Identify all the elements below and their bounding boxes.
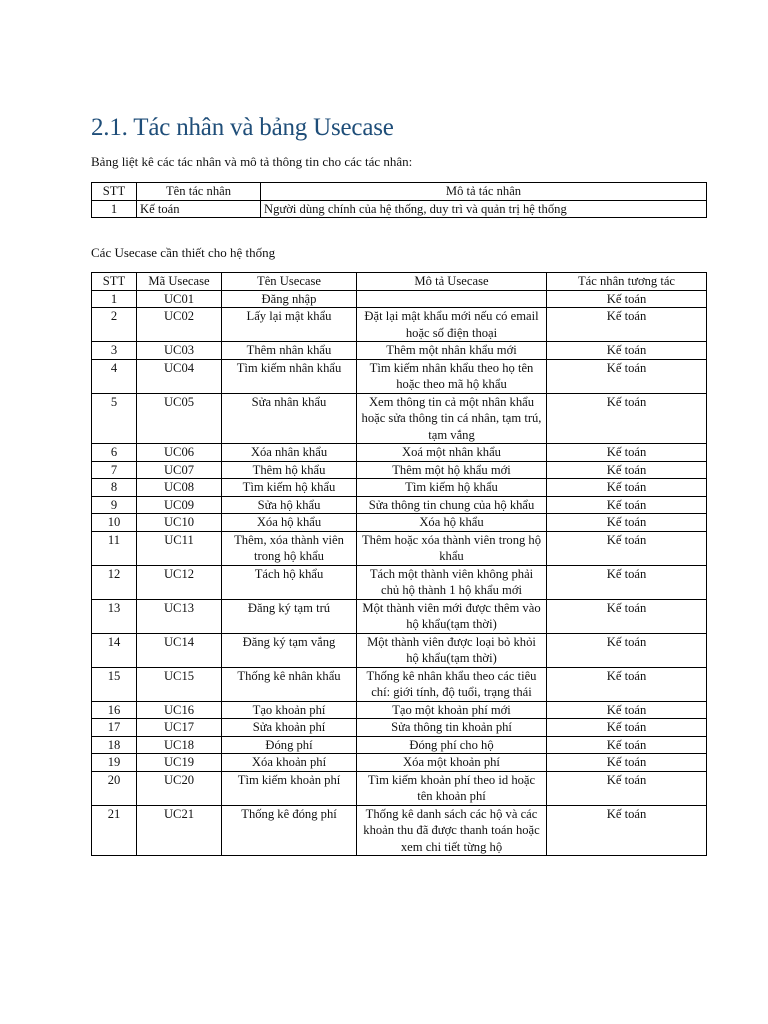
- usecase-code: UC07: [137, 461, 222, 479]
- usecase-code: UC15: [137, 667, 222, 701]
- usecase-stt: 21: [92, 805, 137, 856]
- usecase-stt: 5: [92, 393, 137, 444]
- actors-intro: Bảng liệt kê các tác nhân và mô tả thông tin cho các tác nhân:: [91, 154, 413, 169]
- usecase-stt: 19: [92, 754, 137, 772]
- table-row: [92, 701, 707, 719]
- usecase-desc: Thêm một nhân khẩu mới: [357, 342, 547, 360]
- usecase-stt: 11: [92, 531, 137, 565]
- usecase-code: UC21: [137, 805, 222, 856]
- usecase-desc: Xoá một nhân khẩu: [357, 444, 547, 462]
- usecase-name: Sửa khoản phí: [222, 719, 357, 737]
- usecase-desc: Thêm hoặc xóa thành viên trong hộ khẩu: [357, 531, 547, 565]
- table-row: [92, 736, 707, 754]
- usecase-code: UC02: [137, 308, 222, 342]
- table-row: [92, 342, 707, 360]
- usecase-stt: 6: [92, 444, 137, 462]
- actor-stt: 1: [92, 200, 137, 218]
- usecase-name: Tách hộ khẩu: [222, 565, 357, 599]
- usecase-actor: Kế toán: [547, 754, 707, 772]
- usecase-stt: 16: [92, 701, 137, 719]
- usecase-name: Tìm kiếm hộ khẩu: [222, 479, 357, 497]
- usecase-actor: Kế toán: [547, 342, 707, 360]
- usecase-code: UC16: [137, 701, 222, 719]
- usecase-desc: Đặt lại mật khẩu mới nếu có email hoặc số điện thoại: [357, 308, 547, 342]
- col-header-stt: STT: [92, 273, 137, 291]
- usecase-desc: Tách một thành viên không phải chủ hộ thành 1 hộ khẩu mới: [357, 565, 547, 599]
- usecase-actor: Kế toán: [547, 461, 707, 479]
- usecase-stt: 7: [92, 461, 137, 479]
- usecase-name: Sửa nhân khẩu: [222, 393, 357, 444]
- usecase-actor: Kế toán: [547, 771, 707, 805]
- usecase-code: UC03: [137, 342, 222, 360]
- usecase-code: UC09: [137, 496, 222, 514]
- usecase-desc: Tìm kiếm khoản phí theo id hoặc tên khoản phí: [357, 771, 547, 805]
- table-row: [92, 667, 707, 701]
- usecase-code: UC20: [137, 771, 222, 805]
- table-row: [92, 200, 707, 218]
- usecases-body: [92, 290, 707, 856]
- usecase-name: Tạo khoản phí: [222, 701, 357, 719]
- col-header-usecase-desc: Mô tả Usecase: [357, 273, 547, 291]
- usecase-stt: 13: [92, 599, 137, 633]
- usecase-name: Lấy lại mật khẩu: [222, 308, 357, 342]
- table-row: [92, 565, 707, 599]
- usecase-code: UC17: [137, 719, 222, 737]
- usecase-stt: 1: [92, 290, 137, 308]
- usecase-stt: 4: [92, 359, 137, 393]
- usecase-stt: 3: [92, 342, 137, 360]
- table-row: [92, 633, 707, 667]
- usecase-desc: Thống kê nhân khẩu theo các tiêu chí: giới tính, độ tuổi, trạng thái: [357, 667, 547, 701]
- usecase-actor: Kế toán: [547, 290, 707, 308]
- usecase-name: Đóng phí: [222, 736, 357, 754]
- usecase-desc: Xem thông tin cả một nhân khẩu hoặc sửa thông tin cá nhân, tạm trú, tạm vắng: [357, 393, 547, 444]
- table-row: [92, 393, 707, 444]
- usecase-actor: Kế toán: [547, 531, 707, 565]
- usecase-desc: Xóa hộ khẩu: [357, 514, 547, 532]
- col-header-actor-name: Tên tác nhân: [137, 183, 261, 201]
- usecase-name: Thêm hộ khẩu: [222, 461, 357, 479]
- usecase-code: UC11: [137, 531, 222, 565]
- usecase-desc: Sửa thông tin chung của hộ khẩu: [357, 496, 547, 514]
- usecase-code: UC19: [137, 754, 222, 772]
- usecase-name: Xóa khoản phí: [222, 754, 357, 772]
- table-row: [92, 719, 707, 737]
- usecase-desc: Một thành viên mới được thêm vào hộ khẩu(tạm thời): [357, 599, 547, 633]
- table-row: [92, 444, 707, 462]
- table-row: [92, 771, 707, 805]
- usecase-code: UC08: [137, 479, 222, 497]
- usecase-actor: Kế toán: [547, 736, 707, 754]
- usecase-name: Đăng ký tạm trú: [222, 599, 357, 633]
- usecase-stt: 17: [92, 719, 137, 737]
- usecase-actor: Kế toán: [547, 805, 707, 856]
- usecase-stt: 10: [92, 514, 137, 532]
- usecase-stt: 12: [92, 565, 137, 599]
- usecase-name: Tìm kiếm khoản phí: [222, 771, 357, 805]
- usecase-actor: Kế toán: [547, 565, 707, 599]
- usecase-name: Đăng ký tạm vắng: [222, 633, 357, 667]
- col-header-actor-desc: Mô tả tác nhân: [261, 183, 707, 201]
- usecase-code: UC04: [137, 359, 222, 393]
- col-header-actor: Tác nhân tương tác: [547, 273, 707, 291]
- col-header-usecase-name: Tên Usecase: [222, 273, 357, 291]
- table-row: [92, 359, 707, 393]
- usecase-desc: Tạo một khoản phí mới: [357, 701, 547, 719]
- table-row: [92, 308, 707, 342]
- table-row: [92, 599, 707, 633]
- usecase-actor: Kế toán: [547, 393, 707, 444]
- usecase-desc: Một thành viên được loại bỏ khỏi hộ khẩu(tạm thời): [357, 633, 547, 667]
- usecase-stt: 9: [92, 496, 137, 514]
- usecase-actor: Kế toán: [547, 359, 707, 393]
- usecase-actor: Kế toán: [547, 719, 707, 737]
- usecase-code: UC06: [137, 444, 222, 462]
- usecases-header-row: [92, 273, 707, 291]
- usecase-desc: Tìm kiếm nhân khẩu theo họ tên hoặc theo mã hộ khẩu: [357, 359, 547, 393]
- usecase-name: Tìm kiếm nhân khẩu: [222, 359, 357, 393]
- usecases-table: [91, 272, 707, 856]
- usecase-desc: [357, 290, 547, 308]
- usecase-code: UC10: [137, 514, 222, 532]
- usecase-desc: Tìm kiếm hộ khẩu: [357, 479, 547, 497]
- table-row: [92, 496, 707, 514]
- usecase-actor: Kế toán: [547, 444, 707, 462]
- table-row: [92, 461, 707, 479]
- usecase-stt: 20: [92, 771, 137, 805]
- table-row: [92, 514, 707, 532]
- usecase-name: Sửa hộ khẩu: [222, 496, 357, 514]
- usecase-name: Thêm nhân khẩu: [222, 342, 357, 360]
- usecase-name: Thêm, xóa thành viên trong hộ khẩu: [222, 531, 357, 565]
- actors-table: [91, 182, 707, 218]
- usecase-name: Xóa nhân khẩu: [222, 444, 357, 462]
- usecase-actor: Kế toán: [547, 599, 707, 633]
- table-row: [92, 531, 707, 565]
- usecase-code: UC14: [137, 633, 222, 667]
- usecase-actor: Kế toán: [547, 667, 707, 701]
- usecase-actor: Kế toán: [547, 633, 707, 667]
- usecase-desc: Xóa một khoản phí: [357, 754, 547, 772]
- actor-desc: Người dùng chính của hệ thống, duy trì và quản trị hệ thống: [261, 200, 707, 218]
- usecase-stt: 18: [92, 736, 137, 754]
- usecase-code: UC05: [137, 393, 222, 444]
- col-header-usecase-code: Mã Usecase: [137, 273, 222, 291]
- usecase-actor: Kế toán: [547, 514, 707, 532]
- usecase-stt: 8: [92, 479, 137, 497]
- usecases-intro: Các Usecase cần thiết cho hệ thống: [91, 245, 276, 260]
- actors-header-row: [92, 183, 707, 201]
- usecase-actor: Kế toán: [547, 496, 707, 514]
- usecase-stt: 14: [92, 633, 137, 667]
- usecase-desc: Đóng phí cho hộ: [357, 736, 547, 754]
- table-row: [92, 754, 707, 772]
- usecase-stt: 2: [92, 308, 137, 342]
- usecase-name: Đăng nhập: [222, 290, 357, 308]
- usecase-stt: 15: [92, 667, 137, 701]
- usecase-name: Thống kê đóng phí: [222, 805, 357, 856]
- table-row: [92, 805, 707, 856]
- usecase-name: Thống kê nhân khẩu: [222, 667, 357, 701]
- usecase-code: UC18: [137, 736, 222, 754]
- usecase-actor: Kế toán: [547, 701, 707, 719]
- col-header-stt: STT: [92, 183, 137, 201]
- table-row: [92, 290, 707, 308]
- usecase-actor: Kế toán: [547, 479, 707, 497]
- section-heading: 2.1. Tác nhân và bảng Usecase: [91, 114, 394, 141]
- usecase-desc: Thêm một hộ khẩu mới: [357, 461, 547, 479]
- actor-name: Kế toán: [137, 200, 261, 218]
- usecase-desc: Sửa thông tin khoản phí: [357, 719, 547, 737]
- usecase-code: UC12: [137, 565, 222, 599]
- usecase-code: UC13: [137, 599, 222, 633]
- usecase-desc: Thống kê danh sách các hộ và các khoản thu đã được thanh toán hoặc xem chi tiết từng hộ: [357, 805, 547, 856]
- table-row: [92, 479, 707, 497]
- usecase-name: Xóa hộ khẩu: [222, 514, 357, 532]
- usecase-actor: Kế toán: [547, 308, 707, 342]
- usecase-code: UC01: [137, 290, 222, 308]
